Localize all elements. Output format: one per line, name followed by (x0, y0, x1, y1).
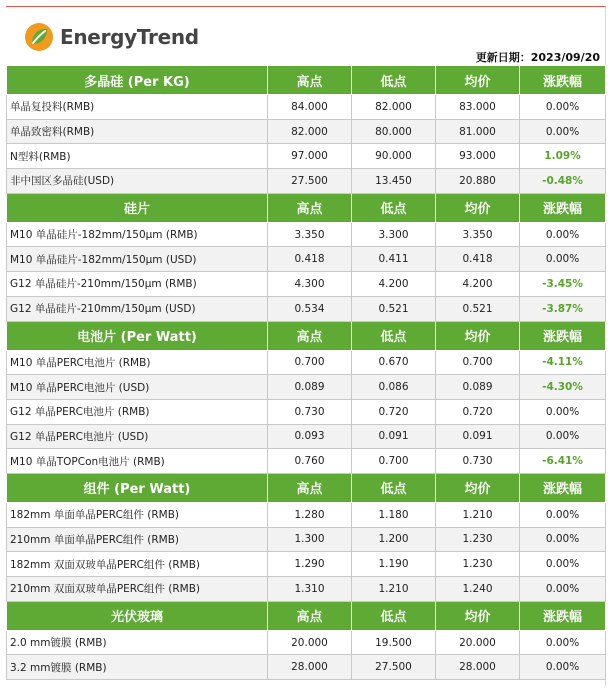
price-change: -3.45% (520, 272, 606, 297)
update-date: 更新日期：2023/09/20 (475, 51, 600, 64)
price-change: 0.00% (520, 655, 606, 680)
table-row (7, 577, 606, 602)
product-name: G12 单晶PERC电池片 (RMB) (7, 399, 268, 424)
avg-price: 0.091 (436, 424, 520, 449)
price-change: 0.00% (520, 222, 606, 247)
report-header (6, 6, 606, 64)
price-change: -4.30% (520, 375, 606, 400)
price-change: 0.00% (520, 552, 606, 577)
high-price: 0.730 (268, 399, 352, 424)
section-title: 组件 (Per Watt) (7, 473, 268, 502)
low-price: 0.720 (352, 399, 436, 424)
table-row (7, 502, 606, 527)
header-low: 低点 (352, 601, 436, 630)
table-row (7, 222, 606, 247)
low-price: 1.180 (352, 502, 436, 527)
avg-price: 1.230 (436, 552, 520, 577)
product-name: M10 单晶硅片-182mm/150μm (RMB) (7, 222, 268, 247)
header-change: 涨跌幅 (520, 193, 606, 222)
avg-price: 0.521 (436, 296, 520, 321)
table-row (7, 399, 606, 424)
product-name: 182mm 双面双玻单晶PERC组件 (RMB) (7, 552, 268, 577)
product-name: 182mm 单面单晶PERC组件 (RMB) (7, 502, 268, 527)
price-change: 0.00% (520, 630, 606, 655)
product-name: M10 单晶TOPCon电池片 (RMB) (7, 449, 268, 474)
high-price: 1.300 (268, 527, 352, 552)
low-price: 1.200 (352, 527, 436, 552)
price-change: -3.87% (520, 296, 606, 321)
table-row (7, 424, 606, 449)
product-name: M10 单晶硅片-182mm/150μm (USD) (7, 247, 268, 272)
high-price: 3.350 (268, 222, 352, 247)
low-price: 0.700 (352, 449, 436, 474)
avg-price: 83.000 (436, 95, 520, 120)
high-price: 0.093 (268, 424, 352, 449)
section-header-row (7, 473, 606, 502)
low-price: 4.200 (352, 272, 436, 297)
section-header-row (7, 601, 606, 630)
avg-price: 1.230 (436, 527, 520, 552)
high-price: 28.000 (268, 655, 352, 680)
high-price: 84.000 (268, 95, 352, 120)
price-change: -0.48% (520, 169, 606, 194)
high-price: 1.280 (268, 502, 352, 527)
table-row (7, 375, 606, 400)
leaf-logo-icon (24, 22, 54, 52)
low-price: 27.500 (352, 655, 436, 680)
avg-price: 0.418 (436, 247, 520, 272)
table-row (7, 169, 606, 194)
product-name: M10 单晶PERC电池片 (RMB) (7, 350, 268, 375)
header-high: 高点 (268, 193, 352, 222)
header-low: 低点 (352, 321, 436, 350)
brand-name: EnergyTrend (60, 25, 199, 49)
low-price: 0.411 (352, 247, 436, 272)
avg-price: 0.720 (436, 399, 520, 424)
table-row (7, 144, 606, 169)
header-high: 高点 (268, 601, 352, 630)
price-change: 0.00% (520, 577, 606, 602)
section-title: 多晶硅 (Per KG) (7, 66, 268, 95)
high-price: 20.000 (268, 630, 352, 655)
low-price: 13.450 (352, 169, 436, 194)
product-name: G12 单晶硅片-210mm/150μm (USD) (7, 296, 268, 321)
price-change: -6.41% (520, 449, 606, 474)
high-price: 4.300 (268, 272, 352, 297)
header-high: 高点 (268, 66, 352, 95)
price-change: 0.00% (520, 247, 606, 272)
high-price: 0.700 (268, 350, 352, 375)
table-row (7, 527, 606, 552)
avg-price: 28.000 (436, 655, 520, 680)
header-avg: 均价 (436, 473, 520, 502)
product-name: 210mm 双面双玻单晶PERC组件 (RMB) (7, 577, 268, 602)
low-price: 1.190 (352, 552, 436, 577)
avg-price: 20.000 (436, 630, 520, 655)
section-header-row (7, 66, 606, 95)
table-row (7, 350, 606, 375)
header-low: 低点 (352, 473, 436, 502)
price-change: 0.00% (520, 424, 606, 449)
header-change: 涨跌幅 (520, 473, 606, 502)
table-row (7, 119, 606, 144)
high-price: 97.000 (268, 144, 352, 169)
avg-price: 1.240 (436, 577, 520, 602)
section-title: 硅片 (7, 193, 268, 222)
avg-price: 4.200 (436, 272, 520, 297)
table-row (7, 296, 606, 321)
low-price: 0.091 (352, 424, 436, 449)
section-title: 光伏玻璃 (7, 601, 268, 630)
low-price: 3.300 (352, 222, 436, 247)
low-price: 90.000 (352, 144, 436, 169)
product-name: N型料(RMB) (7, 144, 268, 169)
high-price: 0.418 (268, 247, 352, 272)
header-change: 涨跌幅 (520, 321, 606, 350)
price-change: -4.11% (520, 350, 606, 375)
price-change: 1.09% (520, 144, 606, 169)
table-row (7, 449, 606, 474)
section-title: 电池片 (Per Watt) (7, 321, 268, 350)
header-low: 低点 (352, 66, 436, 95)
brand-logo (24, 22, 199, 52)
table-row (7, 95, 606, 120)
avg-price: 20.880 (436, 169, 520, 194)
table-row (7, 272, 606, 297)
avg-price: 0.730 (436, 449, 520, 474)
header-high: 高点 (268, 321, 352, 350)
high-price: 0.760 (268, 449, 352, 474)
low-price: 0.670 (352, 350, 436, 375)
avg-price: 0.700 (436, 350, 520, 375)
price-change: 0.00% (520, 502, 606, 527)
high-price: 1.290 (268, 552, 352, 577)
product-name: G12 单晶PERC电池片 (USD) (7, 424, 268, 449)
high-price: 27.500 (268, 169, 352, 194)
header-high: 高点 (268, 473, 352, 502)
product-name: 非中国区多晶硅(USD) (7, 169, 268, 194)
header-avg: 均价 (436, 601, 520, 630)
low-price: 80.000 (352, 119, 436, 144)
low-price: 1.210 (352, 577, 436, 602)
table-row (7, 655, 606, 680)
low-price: 19.500 (352, 630, 436, 655)
product-name: M10 单晶PERC电池片 (USD) (7, 375, 268, 400)
header-avg: 均价 (436, 193, 520, 222)
low-price: 82.000 (352, 95, 436, 120)
avg-price: 1.210 (436, 502, 520, 527)
section-header-row (7, 321, 606, 350)
price-change: 0.00% (520, 119, 606, 144)
product-name: 单晶复投料(RMB) (7, 95, 268, 120)
low-price: 0.521 (352, 296, 436, 321)
avg-price: 0.089 (436, 375, 520, 400)
table-row (7, 552, 606, 577)
product-name: 单晶致密料(RMB) (7, 119, 268, 144)
header-low: 低点 (352, 193, 436, 222)
header-avg: 均价 (436, 66, 520, 95)
header-avg: 均价 (436, 321, 520, 350)
price-change: 0.00% (520, 399, 606, 424)
product-name: 3.2 mm镀膜 (RMB) (7, 655, 268, 680)
high-price: 1.310 (268, 577, 352, 602)
high-price: 0.089 (268, 375, 352, 400)
section-header-row (7, 193, 606, 222)
low-price: 0.086 (352, 375, 436, 400)
header-change: 涨跌幅 (520, 601, 606, 630)
high-price: 0.534 (268, 296, 352, 321)
price-table (6, 65, 606, 680)
price-change: 0.00% (520, 95, 606, 120)
header-change: 涨跌幅 (520, 66, 606, 95)
price-change: 0.00% (520, 527, 606, 552)
avg-price: 3.350 (436, 222, 520, 247)
product-name: 2.0 mm镀膜 (RMB) (7, 630, 268, 655)
avg-price: 81.000 (436, 119, 520, 144)
product-name: G12 单晶硅片-210mm/150μm (RMB) (7, 272, 268, 297)
product-name: 210mm 单面单晶PERC组件 (RMB) (7, 527, 268, 552)
table-row (7, 630, 606, 655)
table-row (7, 247, 606, 272)
avg-price: 93.000 (436, 144, 520, 169)
high-price: 82.000 (268, 119, 352, 144)
